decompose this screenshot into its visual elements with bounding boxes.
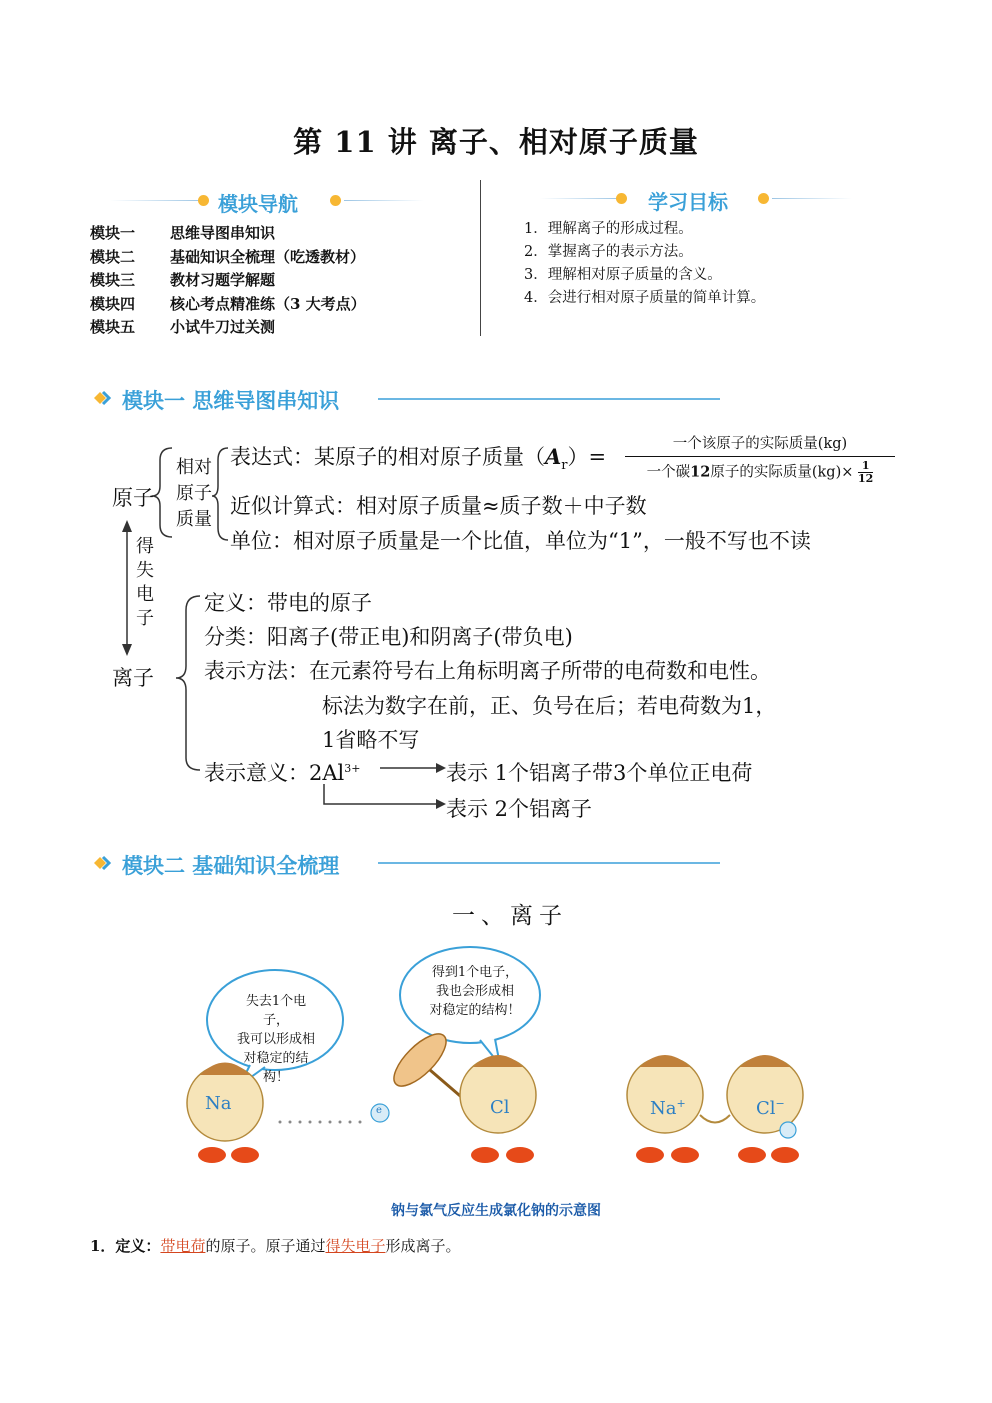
na-label: Na [205,1093,232,1114]
figure-caption: 钠与氯气反应生成氯化钠的示意图 [391,1203,601,1219]
expression-fraction [625,432,895,485]
ion-classification: 分类：阳离子(带正电)和阴离子(带负电) [204,625,573,649]
section-title: 一、离子 [452,903,568,929]
ion-meaning-label: 表示意义：$2Al^{3+}$ [204,761,361,785]
fraction-denominator: 一个碳12原子的实际质量(kg)× $\frac{1}{12}$ [646,459,874,485]
atom-label: 原子 [112,486,154,510]
nav-item-1[interactable]: 模块一 思维导图串知识 [90,224,276,242]
diamond-chevron-icon [92,853,116,873]
goal-item: 4．会进行相对原子质量的简单计算。 [524,290,766,306]
goal-item: 1．理解离子的形成过程。 [524,221,693,237]
approx-formula: 近似计算式：相对原子质量≈质子数＋中子数 [230,494,647,518]
answer-blank-2: 得失电子 [325,1237,386,1255]
nav-item-2[interactable]: 模块二 基础知识全梳理（吃透教材） [90,247,366,266]
module2-heading-line [378,862,720,864]
ram-label: 相对 原子 质量 [176,457,212,530]
ion-method-2: 标法为数字在前，正、负号在后；若电荷数为1， [322,694,777,718]
expression-row: 表达式：某原子的相对原子质量$(A_r)=$ [230,444,607,474]
nav-item-3[interactable]: 模块三 教材习题学解题 [90,271,276,289]
ion-label: 离子 [112,666,154,690]
ion-meaning-1: 表示 1个铝离子带3个单位正电荷 [446,761,753,785]
nav-item-4[interactable]: 模块四 核心考点精准练（3 大考点） [90,294,366,313]
ion-definition: 定义：带电的原子 [204,591,372,615]
fraction-numerator: 一个该原子的实际质量(kg) [625,432,895,457]
goal-item: 3．理解相对原子质量的含义。 [524,267,722,283]
nav-heading: 模块导航 [218,192,298,216]
module2-heading: 模块二 基础知识全梳理 [122,854,340,878]
page-title: 第 11 讲 离子、相对原子质量 [293,125,699,159]
electron-label: e [376,1105,382,1116]
cl-label: Cl [490,1097,510,1118]
goals-heading: 学习目标 [648,190,728,214]
module1-heading: 模块一 思维导图串知识 [122,389,340,413]
ion-method-3: 1省略不写 [322,728,420,752]
definition-line: 1．定义：带电荷的原子。原子通过得失电子形成离子。 [90,1237,461,1255]
answer-blank-1: 带电荷 [160,1237,206,1255]
goal-item: 2．掌握离子的表示方法。 [524,244,693,260]
nav-item-5[interactable]: 模块五 小试牛刀过关测 [90,318,276,336]
na-ion-label: Na+ [650,1097,686,1119]
cl-ion-label: Cl− [756,1097,785,1119]
unit-text: 单位：相对原子质量是一个比值，单位为“1”，一般不写也不读 [230,529,811,553]
gain-lose-electron-label: 得 失 电 子 [136,536,154,629]
ion-meaning-2: 表示 2个铝离子 [446,797,593,821]
speech-bubble-cl: 得到1个电子， 我也会形成相 对稳定的结构！ [429,965,521,1018]
speech-bubble-na: 失去1个电子， 我可以形成相 对稳定的结构！ [236,994,315,1085]
ion-method-1: 表示方法：在元素符号右上角标明离子所带的电荷数和电性。 [204,659,771,683]
